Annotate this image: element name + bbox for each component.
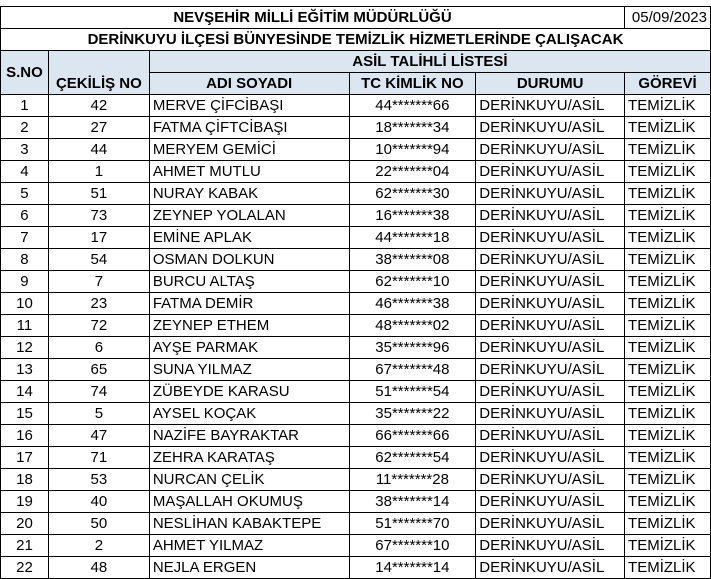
cell-cekilis: 50 xyxy=(48,513,149,535)
cell-tc: 67*******48 xyxy=(349,359,476,381)
cell-cekilis: 54 xyxy=(48,249,149,271)
cell-cekilis: 44 xyxy=(48,139,149,161)
cell-status: DERİNKUYU/ASİL xyxy=(476,359,625,381)
cell-tc: 44*******66 xyxy=(349,95,476,117)
cell-cekilis: 74 xyxy=(48,381,149,403)
cell-sno: 5 xyxy=(1,183,49,205)
cell-sno: 17 xyxy=(1,447,49,469)
table-row xyxy=(1,139,711,161)
cell-tc: 48*******02 xyxy=(349,315,476,337)
cell-tc: 35*******22 xyxy=(349,403,476,425)
cell-status: DERİNKUYU/ASİL xyxy=(476,513,625,535)
title-row xyxy=(1,7,711,29)
list-title-row xyxy=(1,51,711,73)
cell-cekilis: 73 xyxy=(48,205,149,227)
cell-name: NEJLA ERGEN xyxy=(149,557,349,579)
cell-role: TEMİZLİK xyxy=(625,315,711,337)
cell-cekilis: 71 xyxy=(48,447,149,469)
cell-name: MAŞALLAH OKUMUŞ xyxy=(149,491,349,513)
cell-tc: 66*******66 xyxy=(349,425,476,447)
table-row xyxy=(1,95,711,117)
cell-role: TEMİZLİK xyxy=(625,183,711,205)
cell-cekilis: 2 xyxy=(48,535,149,557)
table-row xyxy=(1,513,711,535)
cell-status: DERİNKUYU/ASİL xyxy=(476,315,625,337)
cell-cekilis: 47 xyxy=(48,425,149,447)
cell-sno: 21 xyxy=(1,535,49,557)
cell-sno: 7 xyxy=(1,227,49,249)
table-row xyxy=(1,403,711,425)
cell-status: DERİNKUYU/ASİL xyxy=(476,205,625,227)
cell-tc: 22*******04 xyxy=(349,161,476,183)
cell-name: AHMET YILMAZ xyxy=(149,535,349,557)
cell-cekilis: 27 xyxy=(48,117,149,139)
cell-name: ZEHRA KARATAŞ xyxy=(149,447,349,469)
cell-name: ZEYNEP ETHEM xyxy=(149,315,349,337)
cell-tc: 62*******54 xyxy=(349,447,476,469)
cell-status: DERİNKUYU/ASİL xyxy=(476,337,625,359)
cell-cekilis: 53 xyxy=(48,469,149,491)
table-row xyxy=(1,447,711,469)
talihli-table xyxy=(0,6,711,579)
cell-name: AYSEL KOÇAK xyxy=(149,403,349,425)
cell-cekilis: 1 xyxy=(48,161,149,183)
cell-cekilis: 40 xyxy=(48,491,149,513)
cell-role: TEMİZLİK xyxy=(625,447,711,469)
table-row xyxy=(1,469,711,491)
cell-status: DERİNKUYU/ASİL xyxy=(476,139,625,161)
cell-role: TEMİZLİK xyxy=(625,271,711,293)
cell-role: TEMİZLİK xyxy=(625,425,711,447)
cell-tc: 11*******28 xyxy=(349,469,476,491)
cell-status: DERİNKUYU/ASİL xyxy=(476,535,625,557)
cell-tc: 38*******14 xyxy=(349,491,476,513)
cell-status: DERİNKUYU/ASİL xyxy=(476,403,625,425)
cell-sno: 14 xyxy=(1,381,49,403)
list-title: ASİL TALİHLİ LİSTESİ xyxy=(149,51,710,73)
subtitle-row xyxy=(1,29,711,51)
cell-status: DERİNKUYU/ASİL xyxy=(476,161,625,183)
table-row xyxy=(1,491,711,513)
cell-name: AHMET MUTLU xyxy=(149,161,349,183)
cell-sno: 3 xyxy=(1,139,49,161)
cell-role: TEMİZLİK xyxy=(625,139,711,161)
table-row xyxy=(1,117,711,139)
table-row xyxy=(1,161,711,183)
cell-role: TEMİZLİK xyxy=(625,469,711,491)
col-header-role: GÖREVİ xyxy=(625,73,711,95)
cell-cekilis: 48 xyxy=(48,557,149,579)
document-subtitle: DERİNKUYU İLÇESİ BÜNYESİNDE TEMİZLİK HİZMETLERİNDE ÇALIŞACAK xyxy=(1,29,711,51)
cell-sno: 22 xyxy=(1,557,49,579)
table-row xyxy=(1,315,711,337)
cell-role: TEMİZLİK xyxy=(625,249,711,271)
cell-role: TEMİZLİK xyxy=(625,513,711,535)
col-header-name: ADI SOYADI xyxy=(149,73,349,95)
cell-status: DERİNKUYU/ASİL xyxy=(476,469,625,491)
cell-name: NESLİHAN KABAKTEPE xyxy=(149,513,349,535)
cell-status: DERİNKUYU/ASİL xyxy=(476,117,625,139)
cell-status: DERİNKUYU/ASİL xyxy=(476,183,625,205)
cell-tc: 18*******34 xyxy=(349,117,476,139)
cell-tc: 44*******18 xyxy=(349,227,476,249)
cell-role: TEMİZLİK xyxy=(625,95,711,117)
cell-tc: 14*******14 xyxy=(349,557,476,579)
cell-role: TEMİZLİK xyxy=(625,535,711,557)
cell-status: DERİNKUYU/ASİL xyxy=(476,227,625,249)
cell-tc: 10*******94 xyxy=(349,139,476,161)
col-header-sno: S.NO xyxy=(1,51,49,95)
cell-tc: 16*******38 xyxy=(349,205,476,227)
cell-status: DERİNKUYU/ASİL xyxy=(476,491,625,513)
col-header-status: DURUMU xyxy=(476,73,625,95)
cell-cekilis: 51 xyxy=(48,183,149,205)
cell-status: DERİNKUYU/ASİL xyxy=(476,425,625,447)
col-header-cekilis: ÇEKİLİŞ NO xyxy=(48,51,149,95)
cell-name: FATMA DEMİR xyxy=(149,293,349,315)
cell-sno: 15 xyxy=(1,403,49,425)
cell-sno: 2 xyxy=(1,117,49,139)
table-row xyxy=(1,183,711,205)
cell-status: DERİNKUYU/ASİL xyxy=(476,293,625,315)
cell-sno: 12 xyxy=(1,337,49,359)
cell-name: FATMA ÇİFTCİBAŞI xyxy=(149,117,349,139)
cell-cekilis: 6 xyxy=(48,337,149,359)
cell-status: DERİNKUYU/ASİL xyxy=(476,95,625,117)
cell-role: TEMİZLİK xyxy=(625,227,711,249)
cell-role: TEMİZLİK xyxy=(625,557,711,579)
cell-sno: 19 xyxy=(1,491,49,513)
cell-cekilis: 65 xyxy=(48,359,149,381)
cell-sno: 8 xyxy=(1,249,49,271)
cell-sno: 13 xyxy=(1,359,49,381)
cell-tc: 46*******38 xyxy=(349,293,476,315)
cell-sno: 16 xyxy=(1,425,49,447)
cell-role: TEMİZLİK xyxy=(625,117,711,139)
cell-status: DERİNKUYU/ASİL xyxy=(476,447,625,469)
cell-status: DERİNKUYU/ASİL xyxy=(476,557,625,579)
document-date: 05/09/2023 xyxy=(625,7,711,29)
table-row xyxy=(1,557,711,579)
table-row xyxy=(1,249,711,271)
cell-name: SUNA YILMAZ xyxy=(149,359,349,381)
table-row xyxy=(1,535,711,557)
cell-name: EMİNE APLAK xyxy=(149,227,349,249)
cell-role: TEMİZLİK xyxy=(625,491,711,513)
cell-cekilis: 5 xyxy=(48,403,149,425)
cell-role: TEMİZLİK xyxy=(625,381,711,403)
table-row xyxy=(1,381,711,403)
cell-tc: 62*******30 xyxy=(349,183,476,205)
table-row xyxy=(1,293,711,315)
cell-cekilis: 42 xyxy=(48,95,149,117)
cell-cekilis: 7 xyxy=(48,271,149,293)
document-title: NEVŞEHİR MİLLİ EĞİTİM MÜDÜRLÜĞÜ xyxy=(1,7,625,29)
cell-cekilis: 72 xyxy=(48,315,149,337)
table-row xyxy=(1,359,711,381)
cell-status: DERİNKUYU/ASİL xyxy=(476,249,625,271)
cell-name: NURCAN ÇELİK xyxy=(149,469,349,491)
cell-cekilis: 17 xyxy=(48,227,149,249)
cell-cekilis: 23 xyxy=(48,293,149,315)
cell-status: DERİNKUYU/ASİL xyxy=(476,271,625,293)
cell-name: OSMAN DOLKUN xyxy=(149,249,349,271)
col-header-tc: TC KİMLİK NO xyxy=(349,73,476,95)
cell-status: DERİNKUYU/ASİL xyxy=(476,381,625,403)
cell-sno: 11 xyxy=(1,315,49,337)
table-row xyxy=(1,337,711,359)
cell-tc: 35*******96 xyxy=(349,337,476,359)
table-row xyxy=(1,227,711,249)
cell-name: ZÜBEYDE KARASU xyxy=(149,381,349,403)
cell-sno: 9 xyxy=(1,271,49,293)
cell-name: BURCU ALTAŞ xyxy=(149,271,349,293)
cell-role: TEMİZLİK xyxy=(625,161,711,183)
cell-name: ZEYNEP YOLALAN xyxy=(149,205,349,227)
cell-tc: 67*******10 xyxy=(349,535,476,557)
cell-tc: 51*******70 xyxy=(349,513,476,535)
cell-name: MERYEM GEMİCİ xyxy=(149,139,349,161)
cell-name: NURAY KABAK xyxy=(149,183,349,205)
cell-sno: 4 xyxy=(1,161,49,183)
cell-sno: 20 xyxy=(1,513,49,535)
table-row xyxy=(1,271,711,293)
cell-sno: 1 xyxy=(1,95,49,117)
cell-name: MERVE ÇİFCİBAŞI xyxy=(149,95,349,117)
cell-tc: 51*******54 xyxy=(349,381,476,403)
cell-role: TEMİZLİK xyxy=(625,337,711,359)
cell-tc: 62*******10 xyxy=(349,271,476,293)
table-row xyxy=(1,205,711,227)
cell-role: TEMİZLİK xyxy=(625,359,711,381)
cell-sno: 6 xyxy=(1,205,49,227)
table-row xyxy=(1,425,711,447)
cell-name: NAZİFE BAYRAKTAR xyxy=(149,425,349,447)
cell-tc: 38*******08 xyxy=(349,249,476,271)
cell-sno: 18 xyxy=(1,469,49,491)
cell-sno: 10 xyxy=(1,293,49,315)
cell-role: TEMİZLİK xyxy=(625,293,711,315)
cell-name: AYŞE PARMAK xyxy=(149,337,349,359)
cell-role: TEMİZLİK xyxy=(625,403,711,425)
cell-role: TEMİZLİK xyxy=(625,205,711,227)
